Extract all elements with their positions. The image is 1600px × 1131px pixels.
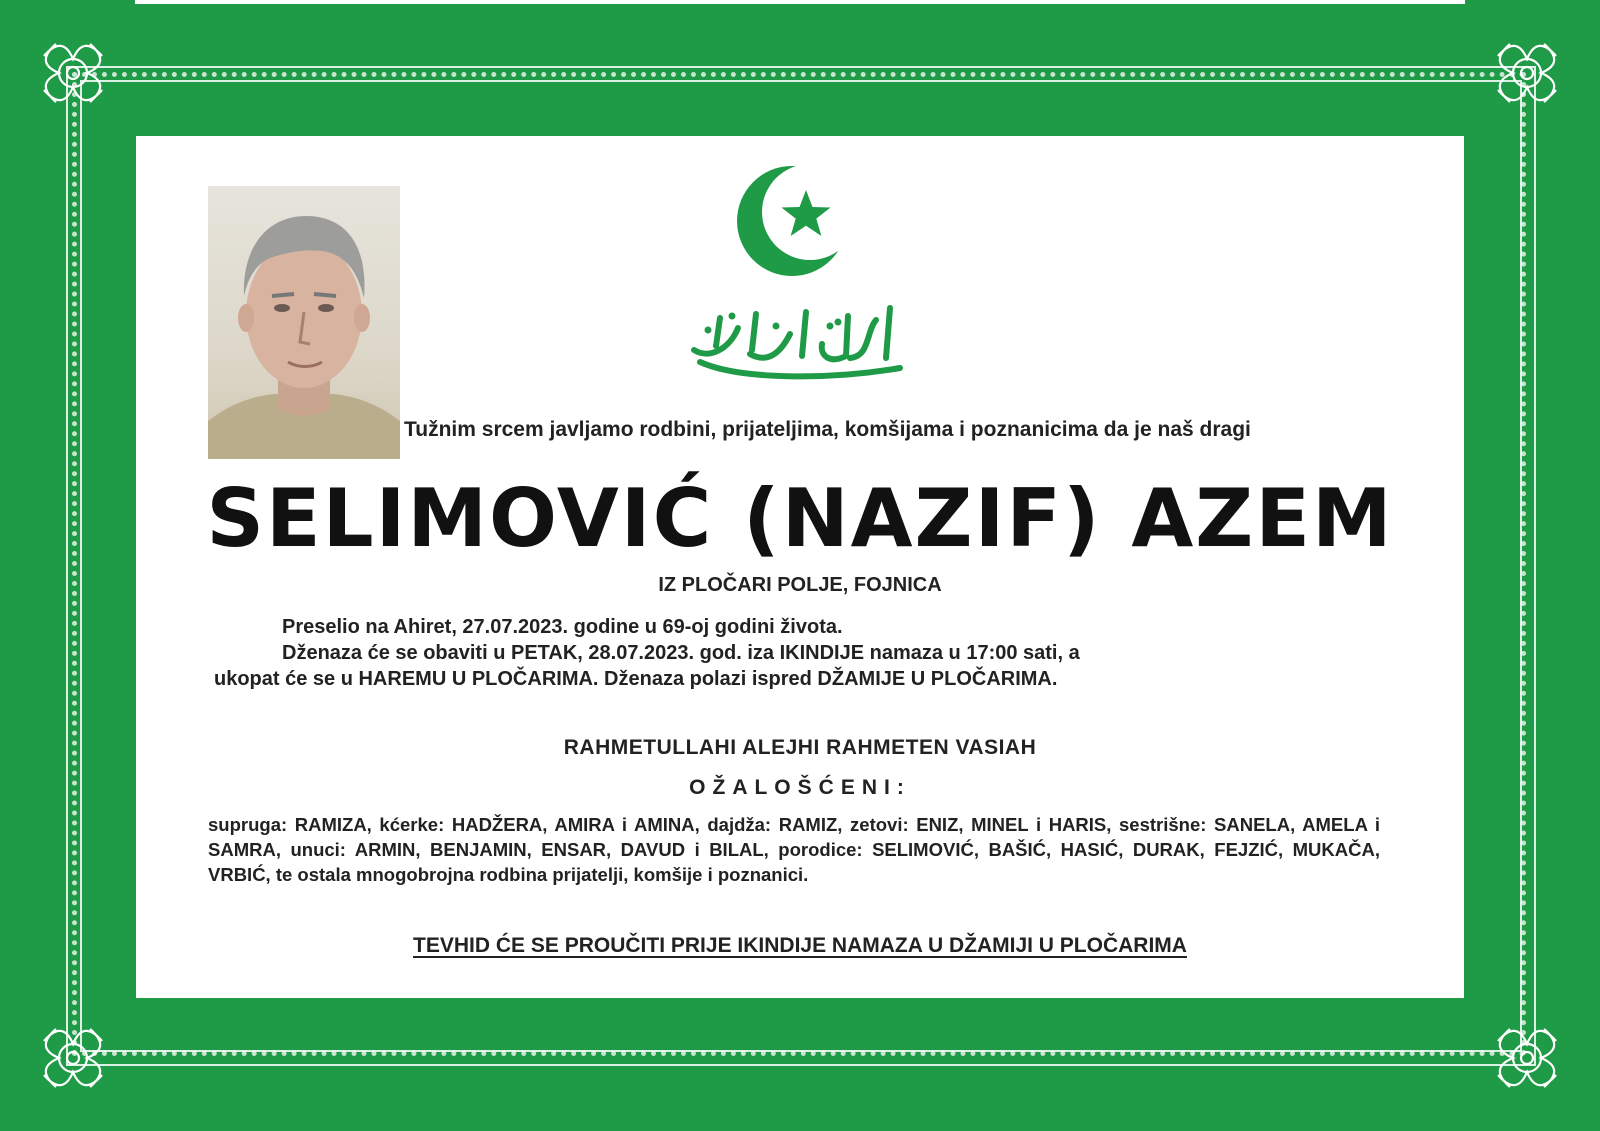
mourners-list: supruga: RAMIZA, kćerke: HADŽERA, AMIRA i AMINA, dajdža: RAMIZ, zetovi: ENIZ, MINEL i HARIS, sestrišne: SANELA, AMELA i SAMRA, unuci: ARMIN, BENJAMIN, ENSAR, DAVUD i BILAL, porodice: SELIMOVIĆ, BAŠIĆ, HASIĆ, DURAK, FEJZIĆ, MUKAČA, VRBIĆ, te ostala mnogobrojna rodbina prijatelji, komšije i poznanici.: [208, 814, 1380, 885]
corner-ornament-icon: [1490, 1021, 1564, 1095]
details-line: ukopat će se u HAREMU U PLOČARIMA. Dženaza polazi ispred DŽAMIJE U PLOČARIMA.: [214, 668, 1058, 690]
mourners-title: OŽALOŠĆENI:: [689, 776, 911, 799]
details-line: Dženaza će se obaviti u PETAK, 28.07.2023. god. iza IKINDIJE namaza u 17:00 sati, a: [282, 642, 1080, 664]
tevhid-notice: TEVHID ĆE SE PROUČITI PRIJE IKINDIJE NAMAZA U DŽAMIJI U PLOČARIMA: [413, 934, 1187, 957]
corner-ornament-icon: [1490, 36, 1564, 110]
details-line: Preselio na Ahiret, 27.07.2023. godine u 69-oj godini života.: [282, 616, 843, 638]
corner-ornament-icon: [36, 1021, 110, 1095]
corner-ornament-icon: [36, 36, 110, 110]
portrait-photo: [208, 186, 400, 459]
intro-text: Tužnim srcem javljamo rodbini, prijateljima, komšijama i poznanicima da je naš dragi: [404, 418, 1251, 441]
deceased-name: SELIMOVIĆ (NAZIF) AZEM: [206, 472, 1394, 565]
portrait-illustration: [208, 186, 400, 459]
funeral-details: [214, 614, 1394, 692]
origin-text: IZ PLOČARI POLJE, FOJNICA: [658, 574, 942, 596]
top-white-strip: [135, 0, 1465, 4]
arabic-calligraphy: [680, 298, 914, 384]
crescent-star-icon: [734, 156, 864, 286]
notice-panel: [136, 136, 1464, 998]
prayer-text: RAHMETULLAHI ALEJHI RAHMETEN VASIAH: [563, 736, 1037, 759]
